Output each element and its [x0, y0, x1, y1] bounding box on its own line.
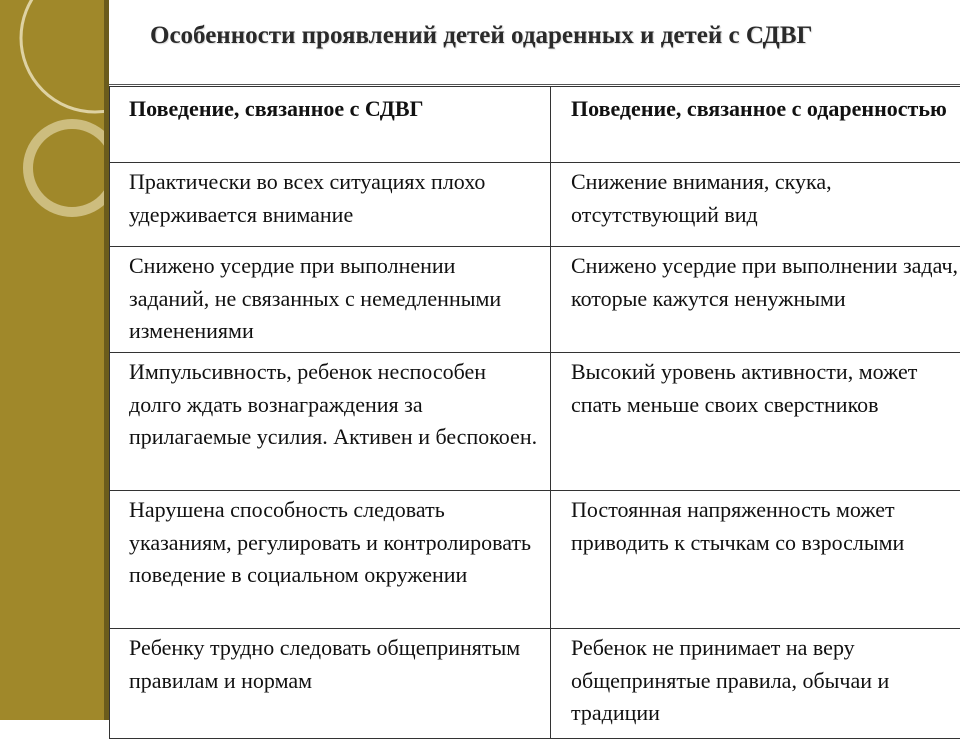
table-row — [110, 247, 960, 353]
header-adhd: Поведение, связанное с СДВГ — [110, 87, 551, 163]
deco-circle-large — [21, 0, 110, 112]
comparison-table — [109, 86, 960, 739]
table-header-row — [110, 87, 960, 163]
deco-circle-small — [28, 124, 110, 212]
table-row — [110, 629, 960, 739]
cell-adhd: Снижено усердие при выполнении заданий, не связанных с немедленными изменениями — [110, 247, 551, 353]
table-row — [110, 491, 960, 629]
cell-adhd: Импульсивность, ребенок неспособен долго ждать вознаграждения за прилагаемые усилия. Активен и беспокоен. — [110, 353, 551, 491]
cell-adhd: Нарушена способность следовать указаниям, регулировать и контролировать поведение в социальном окружении — [110, 491, 551, 629]
slide-title: Особенности проявлений детей одаренных и детей с СДВГ — [150, 22, 950, 50]
table-row — [110, 163, 960, 247]
decorative-circles — [0, 0, 110, 260]
table-row — [110, 353, 960, 491]
header-gifted: Поведение, связанное с одаренностью — [551, 87, 960, 163]
cell-gifted: Снижение внимания, скука, отсутствующий вид — [551, 163, 960, 247]
cell-gifted: Высокий уровень активности, может спать меньше своих сверстников — [551, 353, 960, 491]
cell-adhd: Ребенку трудно следовать общепринятым правилам и нормам — [110, 629, 551, 739]
title-divider — [109, 84, 960, 85]
cell-gifted: Снижено усердие при выполнении задач, которые кажутся ненужными — [551, 247, 960, 353]
cell-gifted: Ребенок не принимает на веру общепринятые правила, обычаи и традиции — [551, 629, 960, 739]
cell-adhd: Практически во всех ситуациях плохо удерживается внимание — [110, 163, 551, 247]
cell-gifted: Постоянная напряженность может приводить к стычкам со взрослыми — [551, 491, 960, 629]
